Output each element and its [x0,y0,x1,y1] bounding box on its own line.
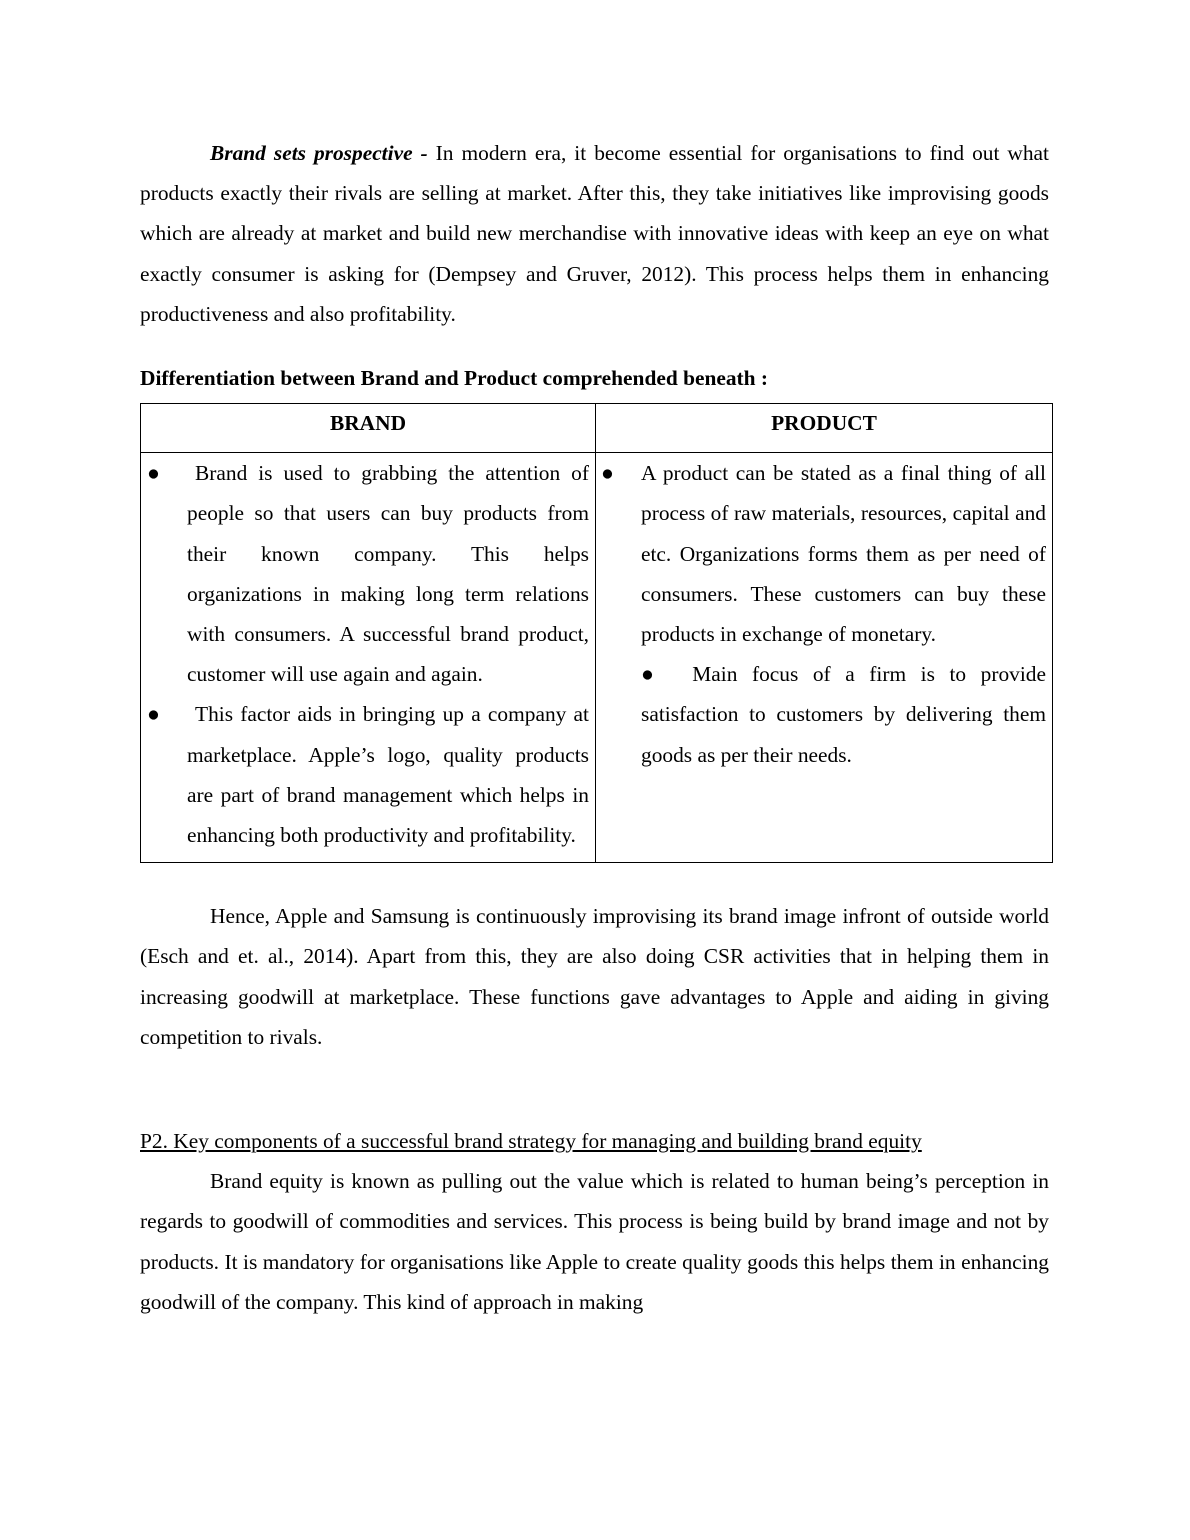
intro-lead: Brand sets prospective - [210,141,428,165]
bullet-icon: ● [641,662,664,687]
bullet-icon: ● [147,702,160,727]
document-page [140,133,1049,1322]
product-item-text: A product can be stated as a final thing of all process of raw materials, resources, capital and etc. Organizations forms them as per need of consumers. These customers can buy these products in exchange of monetary. [641,461,1046,647]
brand-item-text: Brand is used to grabbing the attention of people so that users can buy products from their known company. This helps organizations in making long term relations with consumers. A successful brand product, customer will use again and again. [187,461,589,687]
brand-bullet-2 [147,694,589,855]
brand-product-table [140,403,1053,863]
intro-paragraph [140,133,1049,334]
product-item-text: Main focus of a firm is to provide satisfaction to customers by delivering them goods as per their needs. [641,662,1046,767]
header-product: PRODUCT [596,404,1053,453]
product-bullet-2 [601,654,1046,775]
section-paragraph: Brand equity is known as pulling out the value which is related to human being’s perception in regards to goodwill of commodities and services. This process is being build by brand image and not by products. It is mandatory for organisations like Apple to create quality goods this helps them in enhancing goodwill of the company. This kind of approach in making [140,1169,1049,1314]
conclusion-paragraph: Hence, Apple and Samsung is continuously improvising its brand image infront of outside world (Esch and et. al., 2014). Apart from this, they are also doing CSR activities that in helping them in increasing goodwill at marketplace. These functions gave advantages to Apple and aiding in giving competition to rivals. [140,904,1049,1049]
brand-bullet-1 [147,453,589,694]
table-row [141,453,1053,863]
product-bullet-1 [601,453,1046,654]
header-brand: BRAND [141,404,596,453]
bullet-icon: ● [601,461,614,486]
brand-cell [141,453,596,863]
table-heading: Differentiation between Brand and Product comprehended beneath : [140,366,769,391]
bullet-icon: ● [147,461,160,486]
product-item-text-row [641,654,1046,775]
section-title: P2. Key components of a successful brand strategy for managing and building brand equity [140,1129,922,1154]
product-cell [596,453,1053,863]
intro-text: In modern era, it become essential for organisations to find out what products exactly their rivals are selling at market. After this, they take initiatives like improvising goods which are already at market and build new merchandise with innovative ideas with keep an eye on what exactly consumer is asking for (Dempsey and Gruver, 2012). This process helps them in enhancing productiveness and also profitability. [140,141,1049,326]
table-header-row [141,404,1053,453]
brand-item-text: This factor aids in bringing up a company at marketplace. Apple’s logo, quality products are part of brand management which helps in enhancing both productivity and profitability. [187,702,589,848]
